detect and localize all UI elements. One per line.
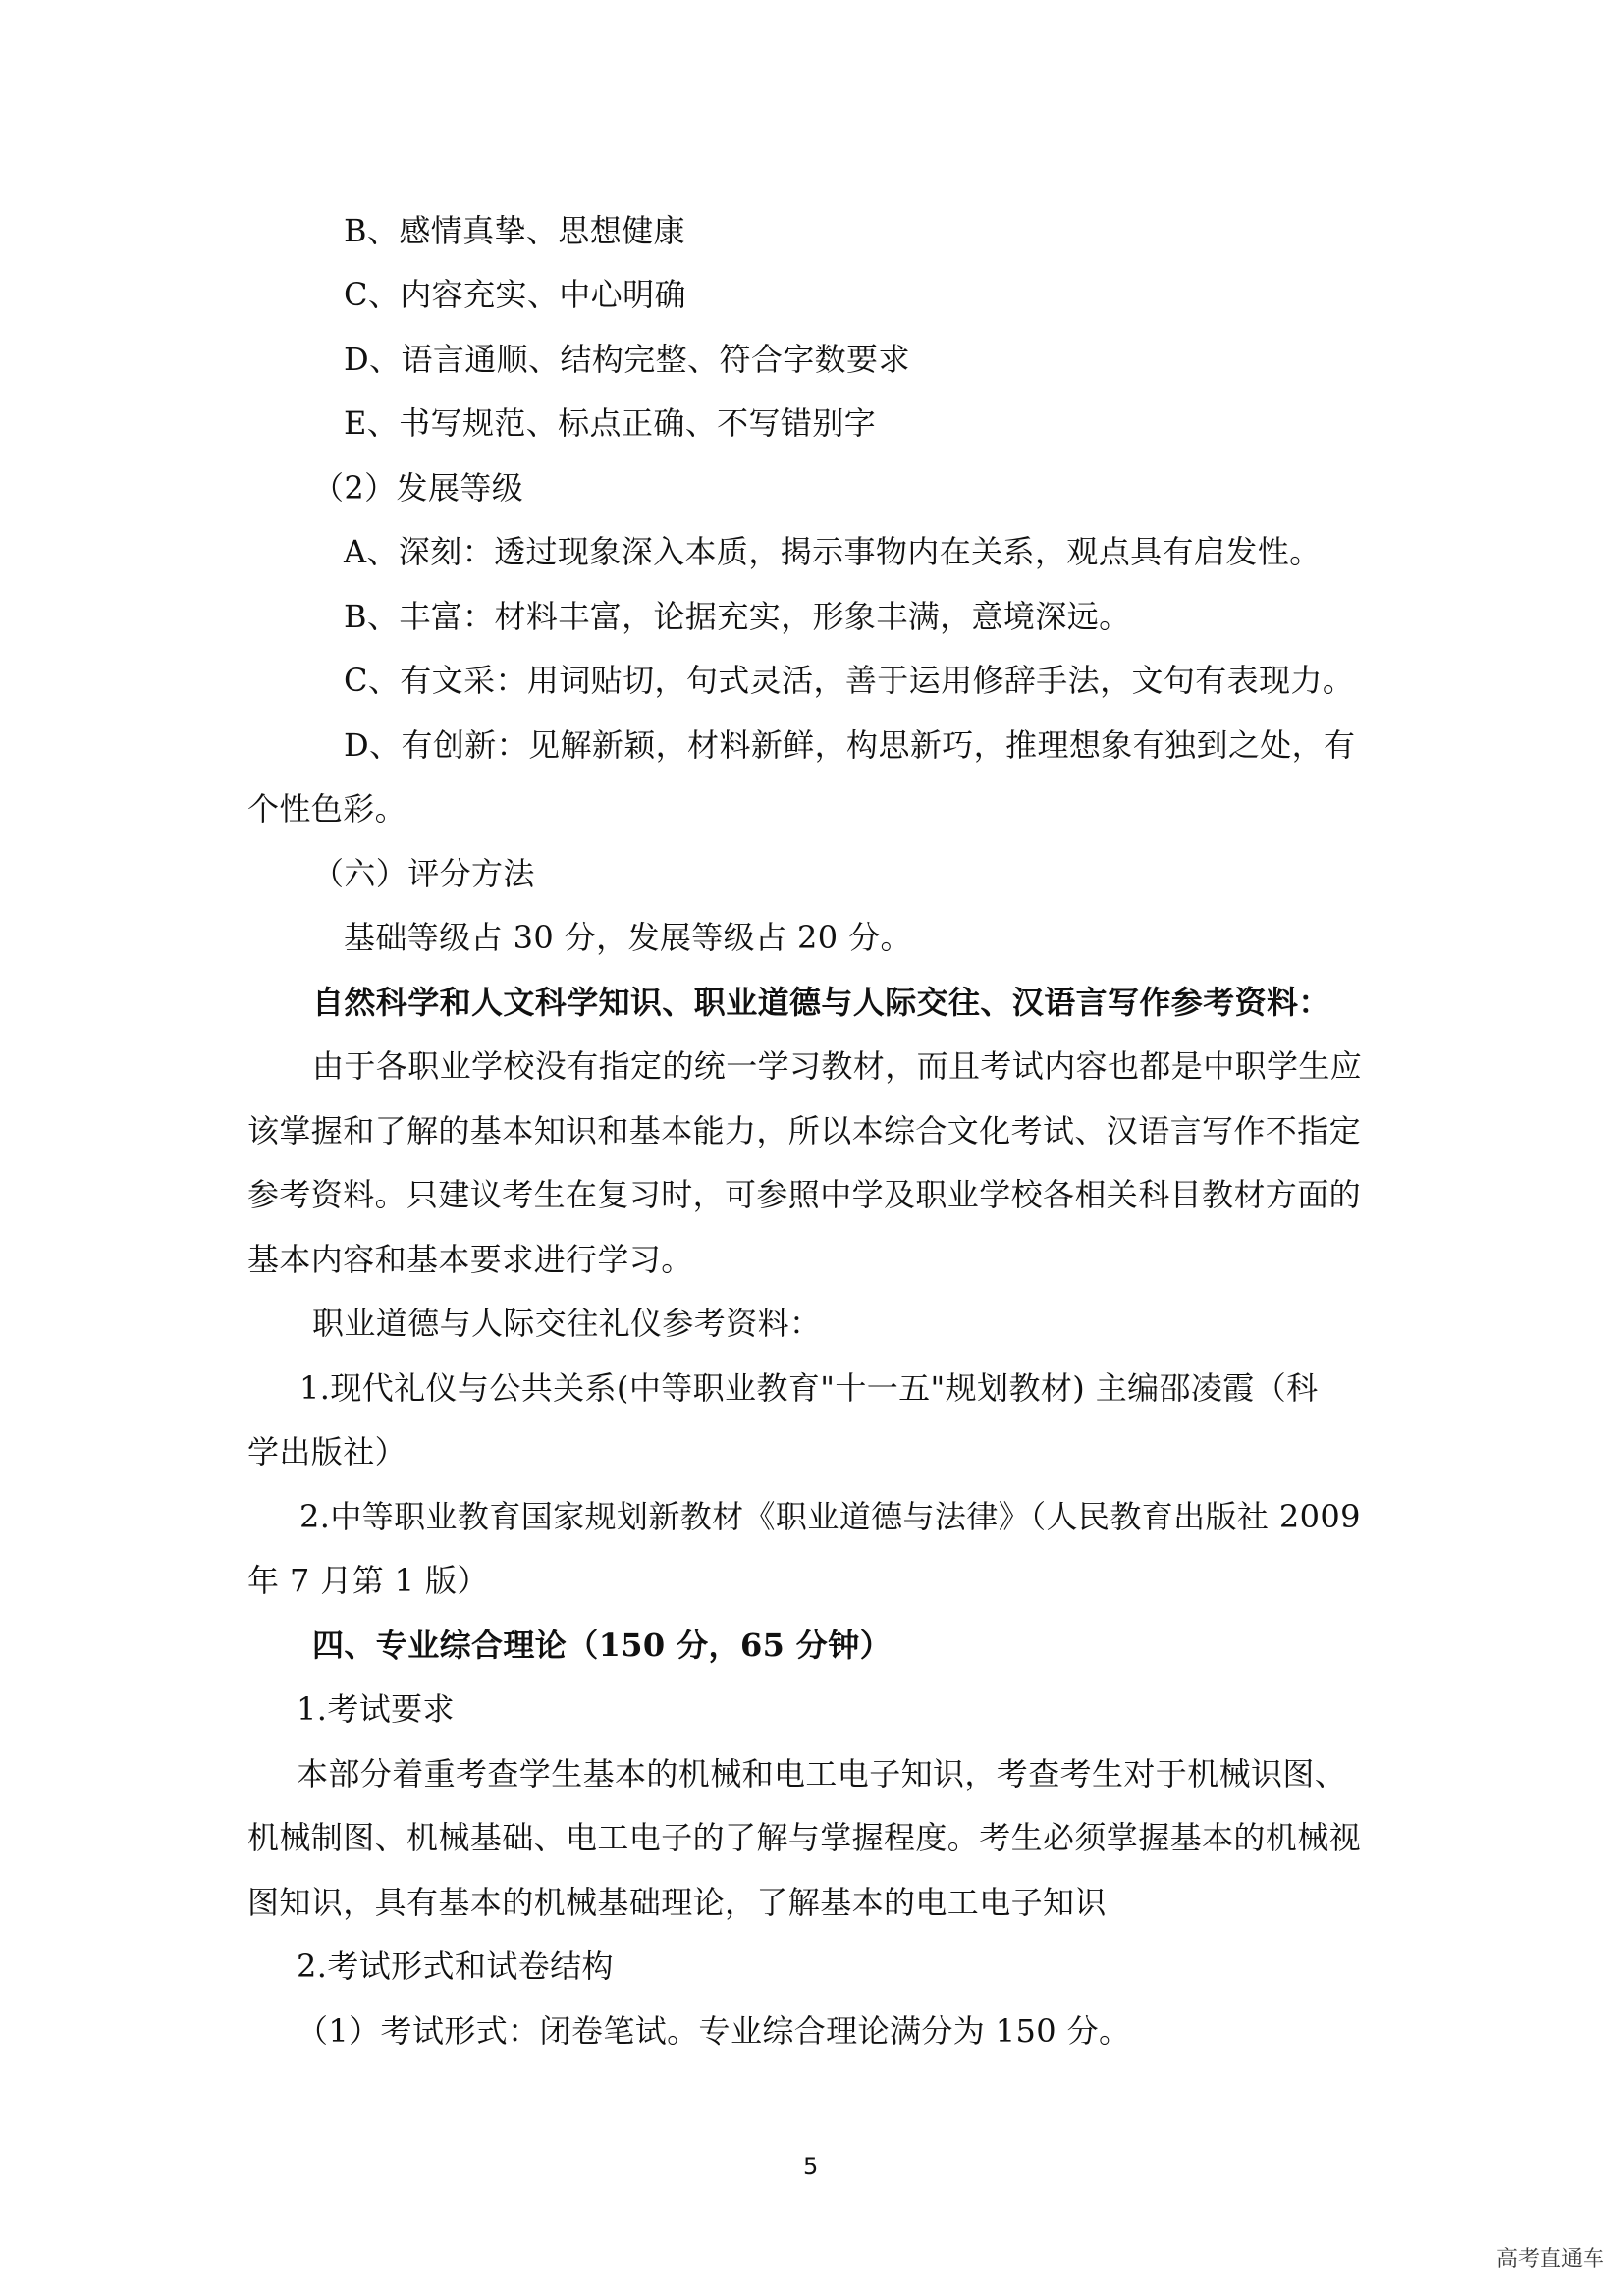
subheading: 1.考试要求 <box>297 1690 455 1728</box>
text-line: 本部分着重考查学生基本的机械和电工电子知识，考查考生对于机械识图、 <box>297 1755 1347 1792</box>
text-line: 个性色彩。 <box>247 790 407 828</box>
reference-item: 1.现代礼仪与公共关系(中等职业教育"十一五"规划教材) 主编邵凌霞（科 <box>299 1369 1319 1407</box>
text-line: E、书写规范、标点正确、不写错别字 <box>344 404 877 442</box>
subheading: 2.考试形式和试卷结构 <box>297 1948 614 1985</box>
text-line: D、语言通顺、结构完整、符合字数要求 <box>344 341 910 378</box>
subheading: （六）评分方法 <box>312 855 535 892</box>
text-line: B、丰富：材料丰富，论据充实，形象丰满，意境深远。 <box>344 598 1131 635</box>
text-line: 参考资料。只建议考生在复习时，可参照中学及职业学校各相关科目教材方面的 <box>247 1176 1362 1213</box>
text-line: 该掌握和了解的基本知识和基本能力，所以本综合文化考试、汉语言写作不指定 <box>247 1112 1362 1149</box>
text-line: 职业道德与人际交往礼仪参考资料： <box>312 1305 822 1342</box>
section-heading: 自然科学和人文科学知识、职业道德与人际交往、汉语言写作参考资料： <box>312 984 1330 1021</box>
text-line: 机械制图、机械基础、电工电子的了解与掌握程度。考生必须掌握基本的机械视 <box>247 1819 1362 1856</box>
text-line: D、有创新：见解新颖，材料新鲜，构思新巧，推理想象有独到之处，有 <box>344 726 1356 764</box>
section-heading: 四、专业综合理论（150 分，65 分钟） <box>312 1627 893 1664</box>
text-line: 由于各职业学校没有指定的统一学习教材，而且考试内容也都是中职学生应 <box>312 1047 1363 1085</box>
page-number: 5 <box>803 2153 819 2180</box>
text-line: 基础等级占 30 分，发展等级占 20 分。 <box>344 919 912 956</box>
text-line: A、深刻：透过现象深入本质，揭示事物内在关系，观点具有启发性。 <box>344 533 1322 570</box>
text-line: 图知识，具有基本的机械基础理论，了解基本的电工电子知识 <box>247 1884 1107 1921</box>
reference-item-continuation: 学出版社） <box>247 1433 407 1470</box>
subheading: （2）发展等级 <box>312 469 524 507</box>
text-line: C、有文采：用词贴切，句式灵活，善于运用修辞手法，文句有表现力。 <box>344 662 1355 699</box>
reference-item-continuation: 年 7 月第 1 版） <box>247 1562 489 1599</box>
text-line: B、感情真挚、思想健康 <box>344 212 685 249</box>
text-line: （1）考试形式：闭卷笔试。专业综合理论满分为 150 分。 <box>297 2012 1131 2050</box>
text-line: 基本内容和基本要求进行学习。 <box>247 1241 693 1278</box>
watermark: 高考直通车 <box>1495 2247 1604 2271</box>
text-line: C、内容充实、中心明确 <box>344 276 686 313</box>
reference-item: 2.中等职业教育国家规划新教材《职业道德与法律》（人民教育出版社 2009 <box>299 1498 1361 1535</box>
